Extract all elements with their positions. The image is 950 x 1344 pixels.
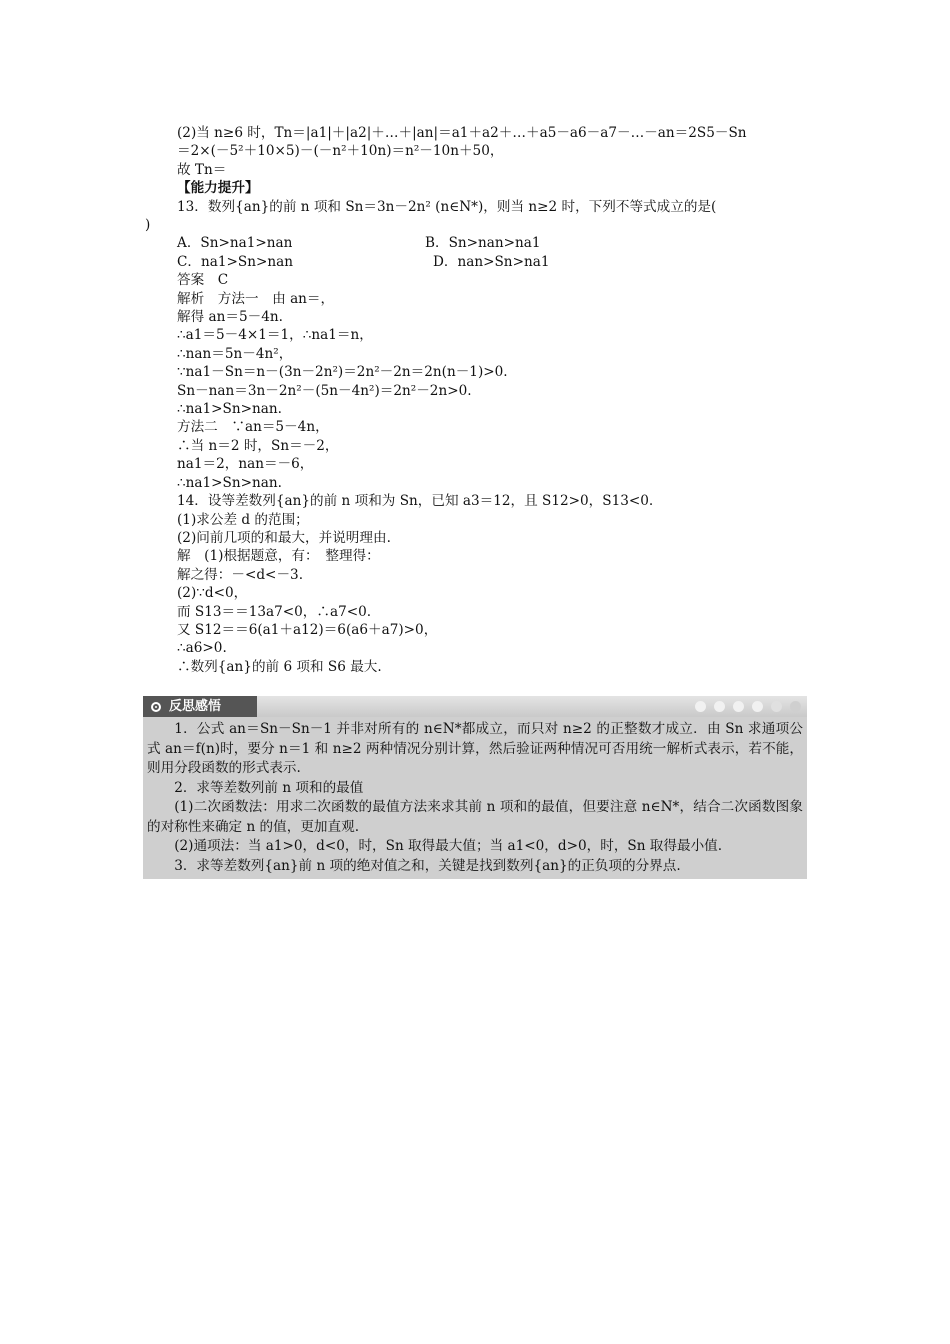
dot-icon — [790, 701, 801, 712]
text-line: (2)∵d<0， — [177, 585, 248, 602]
reflection-paragraph: (1)二次函数法：用求二次函数的最值方法来求其前 n 项和的最值，但要注意 n∈N*，结合二次函数图象的对称性来确定 n 的值，更加直观. — [147, 799, 803, 835]
text-line: ∴当 n＝2 时，Sn＝－2， — [177, 437, 339, 454]
text-line: ＝2×(－5²＋10×5)－(－n²＋10n)＝n²－10n＋50， — [177, 143, 504, 160]
text-line: 又 S12＝＝6(a1＋a12)＝6(a6＋a7)>0， — [177, 621, 438, 638]
option-d: D．nan>Sn>na1 — [433, 253, 550, 270]
text-line: 解析 方法一 由 an＝， — [177, 290, 335, 307]
option-a: A．Sn>na1>nan — [177, 235, 293, 252]
dot-icon — [714, 701, 725, 712]
text-line: ∴数列{an}的前 6 项和 S6 最大. — [177, 658, 382, 675]
text-line: 而 S13＝＝13a7<0，∴a7<0. — [177, 603, 372, 620]
option-c: C．na1>Sn>nan — [177, 253, 293, 270]
question-13: 13．数列{an}的前 n 项和 Sn＝3n－2n² (n∈N*)，则当 n≥2 时，下列不等式成立的是( — [177, 198, 717, 215]
text-line: ∴nan＝5n－4n²， — [177, 345, 293, 362]
text-line: 方法二 ∵an＝5－4n， — [177, 419, 329, 436]
section-heading: 【能力提升】 — [177, 180, 259, 197]
text-line: (2)当 n≥6 时，Tn＝|a1|＋|a2|＋…＋|an|＝a1＋a2＋…＋a5－a6－a7－…－an＝2S5－Sn — [177, 125, 747, 141]
decorative-dots — [695, 701, 801, 712]
text-line: (2)问前几项的和最大，并说明理由. — [177, 529, 391, 546]
text-line: 故 Tn＝ — [177, 161, 227, 178]
dot-icon — [771, 701, 782, 712]
text-line: ∴na1>Sn>nan. — [177, 474, 282, 491]
reflection-panel — [143, 696, 807, 879]
reflection-paragraph: 2．求等差数列前 n 项和的最值 — [174, 779, 364, 796]
text-line: Sn－nan＝3n－2n²－(5n－4n²)＝2n²－2n>0. — [177, 382, 472, 399]
dot-icon — [695, 701, 706, 712]
text-line: 解 (1)根据题意，有： 整理得： — [177, 548, 380, 565]
reflection-title: 反思感悟 — [169, 699, 222, 714]
text-line: ∴a1＝5－4×1＝1，∴na1＝n， — [177, 327, 373, 344]
circle-bullet-icon — [151, 702, 161, 712]
option-b: B．Sn>nan>na1 — [425, 235, 541, 252]
options-row-1 — [177, 234, 807, 252]
text-line: 解之得：－<d<－3. — [177, 566, 304, 583]
reflection-header — [143, 696, 807, 717]
reflection-paragraph: 1．公式 an＝Sn－Sn－1 并非对所有的 n∈N*都成立，而只对 n≥2 的正整数才成立．由 Sn 求通项公式 an＝f(n)时，要分 n＝1 和 n≥2 两种情况分别计算，然后验证两种情况可否用统一解析式表示，若不能，则用分段函数的形式表示. — [147, 721, 803, 776]
text-line: ∴a6>0. — [177, 640, 227, 657]
options-row-2 — [177, 253, 807, 271]
reflection-paragraph: (2)通项法：当 a1>0，d<0，时，Sn 取得最大值；当 a1<0，d>0，时，Sn 取得最小值. — [174, 838, 723, 854]
text-line: 解得 an＝5－4n. — [177, 309, 283, 326]
dot-icon — [752, 701, 763, 712]
text-line: ∵na1－Sn＝n－(3n－2n²)＝2n²－2n＝2n(n－1)>0. — [177, 364, 508, 381]
reflection-tab — [143, 696, 257, 717]
text-line: (1)求公差 d 的范围； — [177, 511, 309, 528]
dot-icon — [733, 701, 744, 712]
question-13-paren: ) — [145, 217, 151, 234]
text-line: na1＝2，nan＝－6， — [177, 456, 314, 473]
reflection-body — [143, 717, 807, 879]
text-line: 答案 C — [177, 272, 229, 289]
document-body — [145, 124, 807, 676]
text-line: ∴na1>Sn>nan. — [177, 401, 282, 418]
reflection-paragraph: 3．求等差数列{an}前 n 项的绝对值之和，关键是找到数列{an}的正负项的分界点. — [174, 857, 681, 874]
question-14: 14．设等差数列{an}的前 n 项和为 Sn，已知 a3＝12，且 S12>0，S13<0. — [177, 493, 654, 510]
